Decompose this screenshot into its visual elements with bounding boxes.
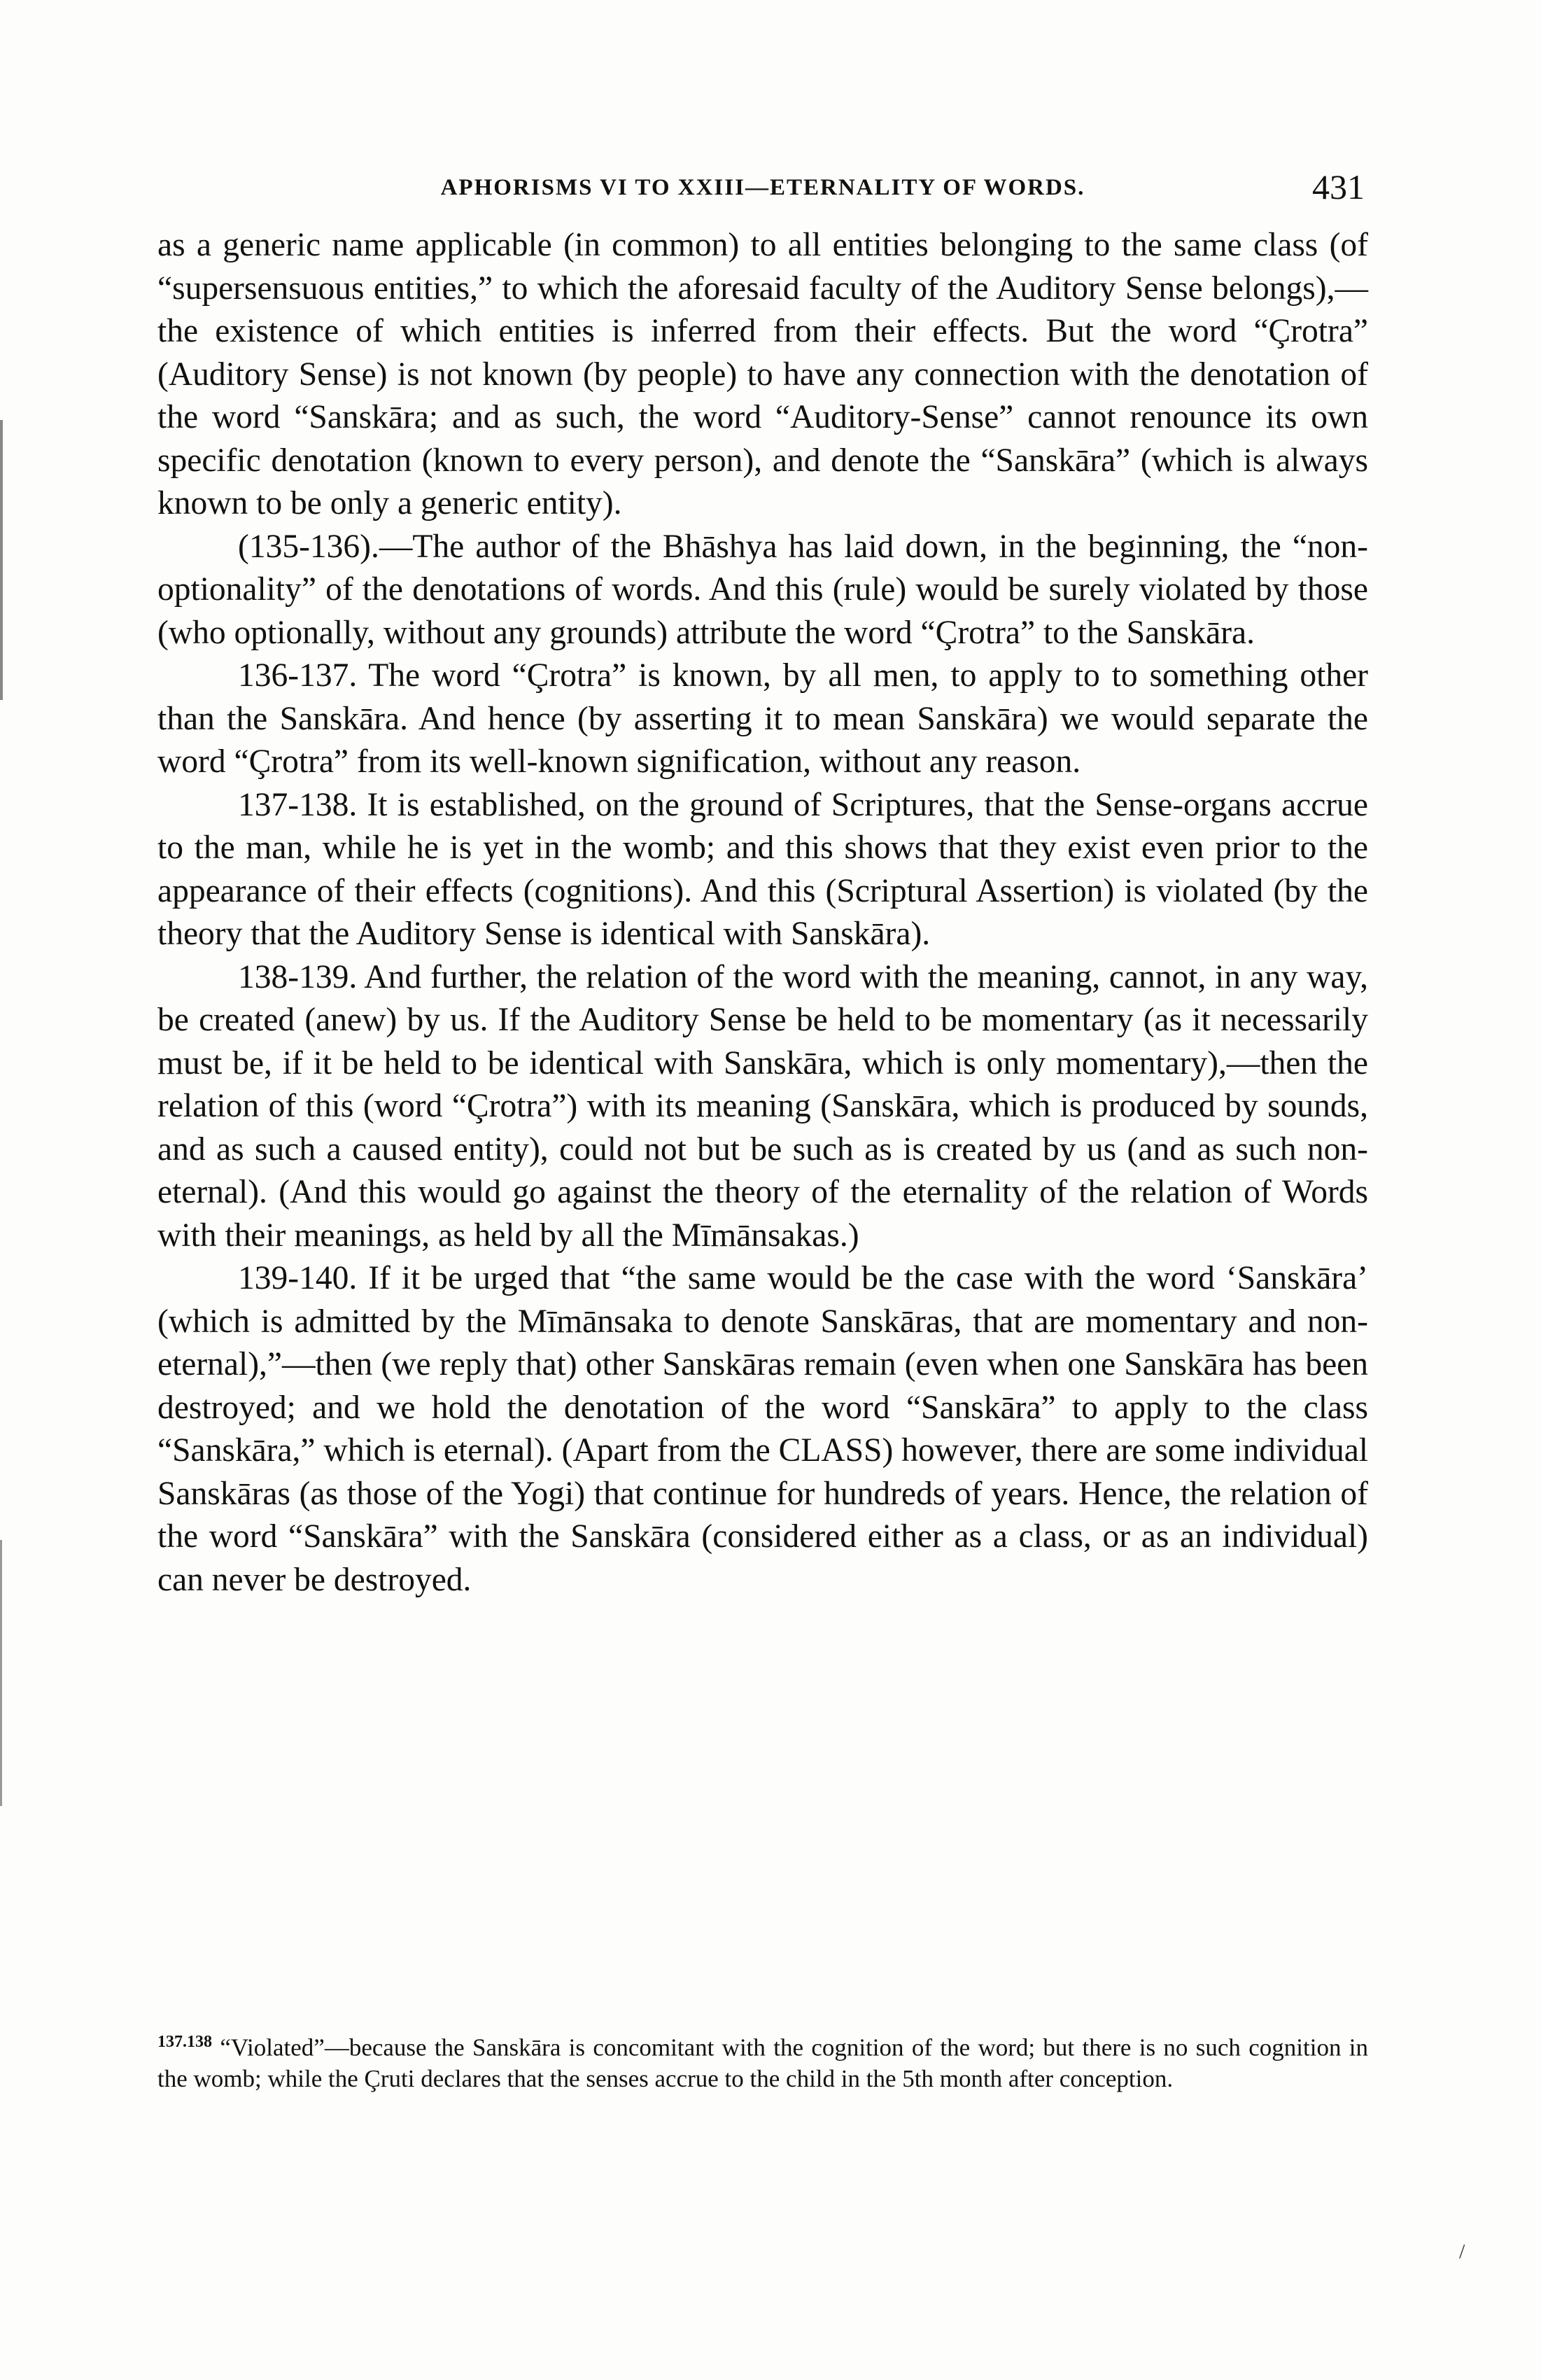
paragraph-2: (135-136).—The author of the Bhāshya has laid down, in the beginning, the “non-optionality” of the denotations of words. And this (rule) would be surely violated by those (who optionally, without any grounds) attribute the word “Çrotra” to the Sanskāra.	[157, 528, 1368, 651]
paragraph-4: 137-138. It is established, on the ground of Scriptures, that the Sense-organs accrue to the man, while he is yet in the womb; and this shows that they exist even prior to the appearance of their effects (cognitions). And this (Scriptural Assertion) is violated (by the theory that the Auditory Sense is identical with Sanskāra).	[157, 786, 1368, 952]
paragraph-5: 138-139. And further, the relation of the word with the meaning, cannot, in any way, be created (anew) by us. If the Auditory Sense be held to be momentary (as it necessarily must be, if it be held to be identical with Sanskāra, which is only momentary),—then the relation of this (word “Çrotra”) with its meaning (Sanskāra, which is produced by sounds, and as such a caused entity), could not but be such as is created by us (and as such non-eternal). (And this would go against the theory of the eternality of the relation of Words with their meanings, as held by all the Mīmānsakas.)	[157, 958, 1368, 1254]
paragraph-6: 139-140. If it be urged that “the same would be the case with the word ‘Sanskāra’ (which is admitted by the Mīmānsaka to denote Sanskāras, that are momentary and non-eternal),”—then (we reply that) other Sanskāras remain (even when one Sanskāra has been destroyed; and we hold the denotation of the word “Sanskāra” to apply to the class “Sanskāra,” which is eternal). (Apart from the CLASS) however, there are some individual Sanskāras (as those of the Yogi) that continue for hundreds of years. Hence, the relation of the word “Sanskāra” with the Sanskāra (considered either as a class, or as an individual) can never be destroyed.	[157, 1260, 1368, 1598]
scan-edge-mark-lower	[0, 1540, 2, 1806]
running-head: APHORISMS VI TO XXIII—ETERNALITY OF WORDS.	[440, 175, 1085, 200]
footnote	[157, 2026, 1368, 2094]
footnote-marker: 137.138	[157, 2033, 212, 2051]
footnote-text: “Violated”—because the Sanskāra is concomitant with the cognition of the word; but there is no such cognition in the womb; while the Çruti declares that the senses accrue to the child in the 5th month after conception.	[157, 2033, 1369, 2092]
stray-mark: /	[1459, 2240, 1465, 2263]
scan-edge-mark	[0, 420, 3, 700]
page-number: 431	[1312, 167, 1365, 206]
paragraph-1: as a generic name applicable (in common) to all entities belonging to the same class (of “supersensuous entities,” to which the aforesaid faculty of the Auditory Sense belongs),—the existence of which entities is inferred from their effects. But the word “Çrotra” (Auditory Sense) is not known (by people) to have any connection with the denotation of the word “Sanskāra; and as such, the word “Auditory-Sense” cannot renounce its own specific denotation (known to every person), and denote the “Sanskāra” (which is always known to be only a generic entity).	[157, 227, 1368, 522]
main-text	[157, 224, 1368, 1602]
paragraph-3: 136-137. The word “Çrotra” is known, by all men, to apply to to something other than the Sanskāra. And hence (by asserting it to mean Sanskāra) we would separate the word “Çrotra” from its well-known signification, without any reason.	[157, 657, 1368, 780]
page-header	[161, 167, 1365, 216]
